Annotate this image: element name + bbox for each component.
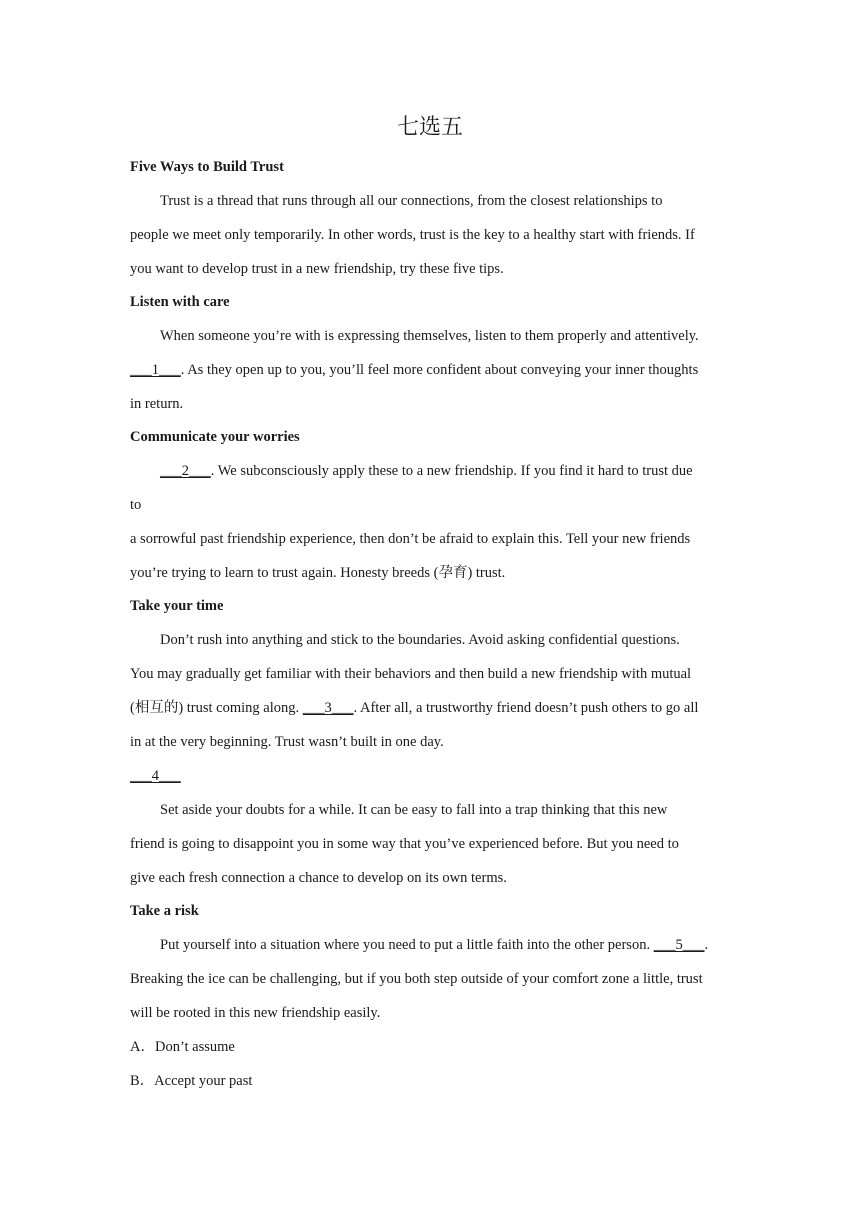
article-title: Five Ways to Build Trust <box>130 159 284 175</box>
s3-line-3-text-b: . After all, a trustworthy friend doesn’t push others to go all <box>353 700 699 716</box>
section-heading-time: Take your time <box>130 598 224 614</box>
s3-line-3-text-a: (相互的) trust coming along. <box>130 700 303 716</box>
section-heading-risk: Take a risk <box>130 903 199 919</box>
blank-3: ___3___ <box>302 700 354 716</box>
s2-line-3: a sorrowful past friendship experience, then don’t be afraid to explain this. Tell your new friends <box>130 531 691 547</box>
s1-line-1: When someone you’re with is expressing themselves, listen to them properly and attentively. <box>160 328 699 344</box>
s2-line-1-text: . We subconsciously apply these to a new friendship. If you find it hard to trust due <box>210 463 693 479</box>
s2-line-2: to <box>130 497 142 513</box>
s1-line-2 <box>130 360 698 380</box>
s4-line-3: give each fresh connection a chance to develop on its own terms. <box>130 870 507 886</box>
intro-line-3: you want to develop trust in a new friendship, try these five tips. <box>130 261 504 277</box>
s5-line-1-text-a: Put yourself into a situation where you need to put a little faith into the other person. <box>160 937 654 953</box>
s3-line-1: Don’t rush into anything and stick to the boundaries. Avoid asking confidential questions. <box>160 632 680 648</box>
s4-line-1: Set aside your doubts for a while. It can be easy to fall into a trap thinking that this new <box>160 802 668 818</box>
section-heading-communicate: Communicate your worries <box>130 429 300 445</box>
intro-line-1: Trust is a thread that runs through all our connections, from the closest relationships to <box>160 193 663 209</box>
s5-line-1 <box>160 935 708 955</box>
s5-line-1-text-b: . <box>704 937 709 953</box>
blank-2: ___2___ <box>160 463 211 479</box>
s5-line-2: Breaking the ice can be challenging, but if you both step outside of your comfort zone a little, trust <box>130 971 703 987</box>
s3-line-3 <box>130 698 698 718</box>
intro-line-2: people we meet only temporarily. In other words, trust is the key to a healthy start with friends. If <box>130 227 695 243</box>
page-title: 七选五 <box>396 115 463 140</box>
section-heading-listen: Listen with care <box>130 294 230 310</box>
s4-line-2: friend is going to disappoint you in some way that you’ve experienced before. But you need to <box>130 836 679 852</box>
s2-line-4: you’re trying to learn to trust again. Honesty breeds (孕育) trust. <box>130 565 506 581</box>
option-b: B．Accept your past <box>130 1073 253 1089</box>
blank-1: ___1___ <box>130 362 181 378</box>
s1-line-2-text: . As they open up to you, you’ll feel more confident about conveying your inner thoughts <box>180 362 699 378</box>
s2-line-1 <box>160 461 693 481</box>
blank-5: ___5___ <box>653 937 705 953</box>
s5-line-3: will be rooted in this new friendship easily. <box>130 1005 381 1021</box>
s1-line-3: in return. <box>130 396 184 412</box>
option-a: A．Don’t assume <box>130 1039 235 1055</box>
blank-4: ___4___ <box>130 768 181 784</box>
section-heading-blank-4 <box>130 766 181 786</box>
s3-line-4: in at the very beginning. Trust wasn’t built in one day. <box>130 734 444 750</box>
s3-line-2: You may gradually get familiar with their behaviors and then build a new friendship with mutual <box>130 666 692 682</box>
